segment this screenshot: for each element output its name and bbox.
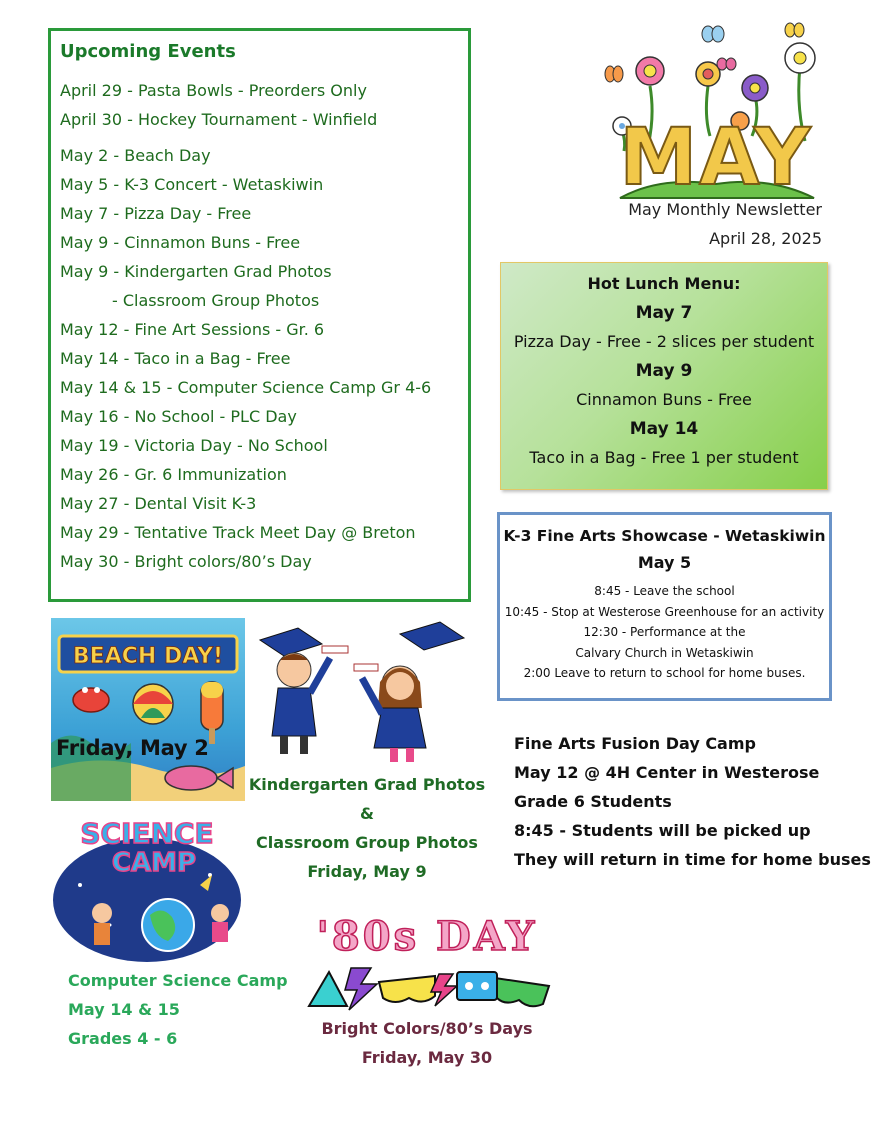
lightning-icon	[345, 968, 377, 1010]
event-item: May 14 & 15 - Computer Science Camp Gr 4-6	[60, 378, 432, 397]
showcase-line: Calvary Church in Wetaskiwin	[575, 645, 754, 660]
beach-day-caption: Friday, May 2	[56, 736, 209, 760]
kindergarten-caption	[247, 770, 487, 886]
lunch-day: May 7	[635, 303, 693, 323]
kindergarten-caption-line: Friday, May 9	[307, 862, 427, 881]
event-item: May 29 - Tentative Track Meet Day @ Breton	[60, 523, 416, 542]
showcase-line: 2:00 Leave to return to school for home buses.	[523, 666, 806, 681]
science-art-line: SCIENCE	[80, 817, 214, 850]
may-flowers-illustration	[600, 16, 832, 202]
may-art-word: MAY	[619, 113, 813, 202]
eighties-caption-line: Friday, May 30	[361, 1048, 493, 1067]
showcase-title: K-3 Fine Arts Showcase - Wetaskiwin	[503, 527, 826, 545]
event-item: May 14 - Taco in a Bag - Free	[60, 349, 291, 368]
event-item: May 5 - K-3 Concert - Wetaskiwin	[60, 175, 324, 194]
lunch-item: Pizza Day - Free - 2 slices per student	[513, 332, 815, 351]
triangle-icon	[309, 972, 347, 1006]
lunch-day: May 14	[629, 419, 699, 439]
science-caption-line: Grades 4 - 6	[68, 1029, 178, 1048]
kindergarten-caption-line: Kindergarten Grad Photos &	[248, 775, 486, 823]
fusion-line: Grade 6 Students	[514, 792, 672, 811]
graduation-kids-illustration	[250, 618, 475, 768]
science-caption-line: May 14 & 15	[68, 1000, 180, 1019]
event-item: May 26 - Gr. 6 Immunization	[60, 465, 287, 484]
showcase-line: 8:45 - Leave the school	[594, 584, 735, 598]
beach-ball-icon	[133, 684, 173, 724]
graduate-boy-icon	[260, 628, 348, 754]
event-item: May 19 - Victoria Day - No School	[60, 436, 328, 455]
event-item: May 30 - Bright colors/80’s Day	[60, 552, 312, 571]
kindergarten-caption-line: Classroom Group Photos	[256, 833, 478, 852]
globe-icon	[142, 899, 194, 951]
event-item: May 27 - Dental Visit K-3	[60, 494, 257, 513]
event-item: April 30 - Hockey Tournament - Winfield	[60, 110, 378, 129]
upcoming-events-box	[48, 28, 471, 602]
eighties-caption-line: Bright Colors/80’s Days	[321, 1019, 533, 1038]
fusion-line: Fine Arts Fusion Day Camp	[514, 734, 756, 753]
fusion-line: May 12 @ 4H Center in Westerose	[514, 763, 820, 782]
event-item: May 2 - Beach Day	[60, 146, 211, 165]
event-item: May 9 - Kindergarten Grad Photos	[60, 262, 332, 281]
showcase-date: May 5	[637, 553, 692, 572]
event-item: May 16 - No School - PLC Day	[60, 407, 297, 426]
crab-icon	[73, 687, 109, 712]
graduate-girl-icon	[354, 622, 464, 762]
hot-lunch-box	[500, 262, 828, 490]
science-caption-line: Computer Science Camp	[68, 971, 288, 990]
events-title: Upcoming Events	[60, 41, 236, 62]
newsletter-title: May Monthly Newsletter	[628, 200, 822, 219]
science-camp-caption	[68, 966, 288, 1053]
fine-arts-showcase-box	[497, 512, 832, 701]
event-item: - Classroom Group Photos	[112, 291, 320, 310]
showcase-line: 12:30 - Performance at the	[583, 625, 746, 640]
showcase-line: 10:45 - Stop at Westerose Greenhouse for an activity	[504, 604, 825, 619]
science-art-line: CAMP	[111, 848, 197, 878]
newsletter-date: April 28, 2025	[709, 229, 822, 248]
popsicle-icon	[201, 682, 223, 744]
fine-arts-fusion-block	[514, 729, 871, 874]
cassette-icon	[457, 972, 497, 1000]
science-camp-illustration	[50, 805, 245, 965]
eighties-art-text: '80s DAY	[316, 913, 538, 960]
eighties-day-illustration	[295, 906, 560, 1014]
lunch-item: Cinnamon Buns - Free	[576, 390, 752, 409]
lunch-item: Taco in a Bag - Free 1 per student	[529, 448, 799, 467]
event-item: April 29 - Pasta Bowls - Preorders Only	[60, 81, 367, 100]
eighties-day-caption	[312, 1014, 542, 1072]
lunch-day: May 9	[635, 361, 693, 381]
event-item: May 9 - Cinnamon Buns - Free	[60, 233, 301, 252]
event-item: May 7 - Pizza Day - Free	[60, 204, 252, 223]
beach-day-illustration	[51, 618, 245, 801]
beach-banner: BEACH DAY!	[72, 644, 224, 669]
event-item: May 12 - Fine Art Sessions - Gr. 6	[60, 320, 325, 339]
lunch-title: Hot Lunch Menu:	[587, 274, 741, 293]
fusion-line: They will return in time for home buses	[514, 850, 871, 869]
fusion-line: 8:45 - Students will be picked up	[514, 821, 811, 840]
